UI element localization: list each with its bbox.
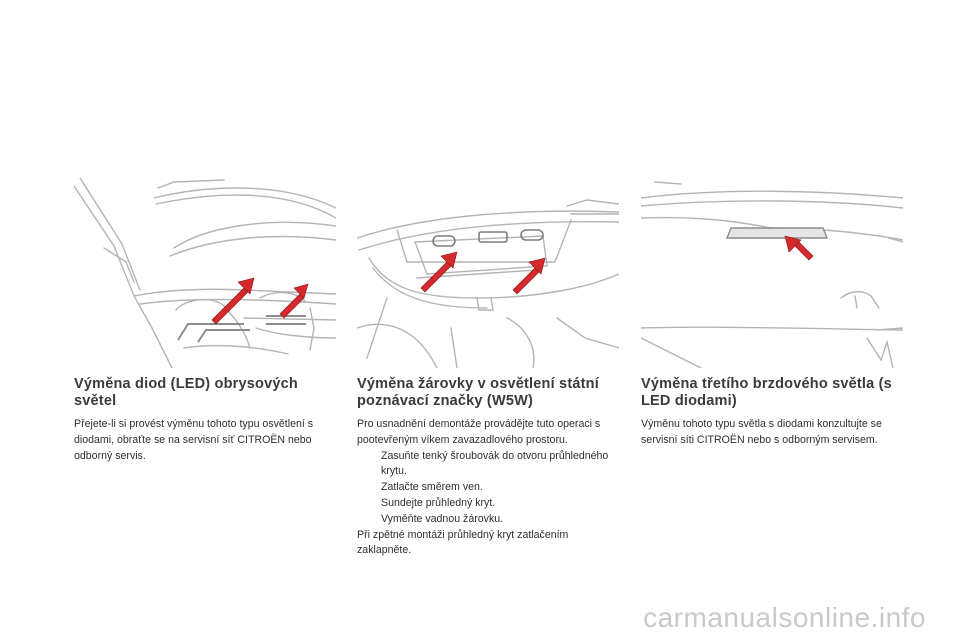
arrow-icon xyxy=(785,236,813,260)
list-item: Zatlačte směrem ven. xyxy=(381,481,483,494)
section-led-side-lights xyxy=(74,376,336,464)
watermark: carmanualsonline.info xyxy=(643,602,926,633)
section-heading: Výměna diod (LED) obrysových světel xyxy=(74,376,298,409)
section-intro: Pro usnadnění demontáže provádějte tuto operaci s pootevřeným víkem zavazadlového prostoru. xyxy=(357,418,601,446)
section-third-brake-light xyxy=(641,376,903,449)
rear-side-light-drawing xyxy=(74,178,336,368)
section-body: Výměnu tohoto typu světla s diodami konzultujte se servisní síti CITROËN nebo s odborným servisem. xyxy=(641,418,882,446)
arrow-icon xyxy=(212,278,308,324)
illustration-number-plate-light xyxy=(357,178,619,368)
illustration-rear-led-lights xyxy=(74,178,336,368)
third-brake-light-drawing xyxy=(641,178,903,368)
illustration-third-brake-light xyxy=(641,178,903,368)
step-list xyxy=(357,449,619,528)
section-heading: Výměna žárovky v osvětlení státní poznávací značky (W5W) xyxy=(357,376,599,409)
list-item: Sundejte průhledný kryt. xyxy=(381,496,496,509)
section-body: Přejete-li si provést výměnu tohoto typu osvětlení s diodami, obraťte se na servisní síť CITROËN nebo odborný servis. xyxy=(74,418,314,462)
number-plate-light-drawing xyxy=(357,178,619,368)
section-number-plate-bulb xyxy=(357,376,619,559)
list-item: Vyměňte vadnou žárovku. xyxy=(381,512,504,525)
section-outro: Při zpětné montáži průhledný kryt zatlačením zaklapněte. xyxy=(357,528,569,557)
section-heading: Výměna třetího brzdového světla (s LED diodami) xyxy=(641,376,892,409)
list-item: Zasuňte tenký šroubovák do otvoru průhledného krytu. xyxy=(381,449,609,478)
